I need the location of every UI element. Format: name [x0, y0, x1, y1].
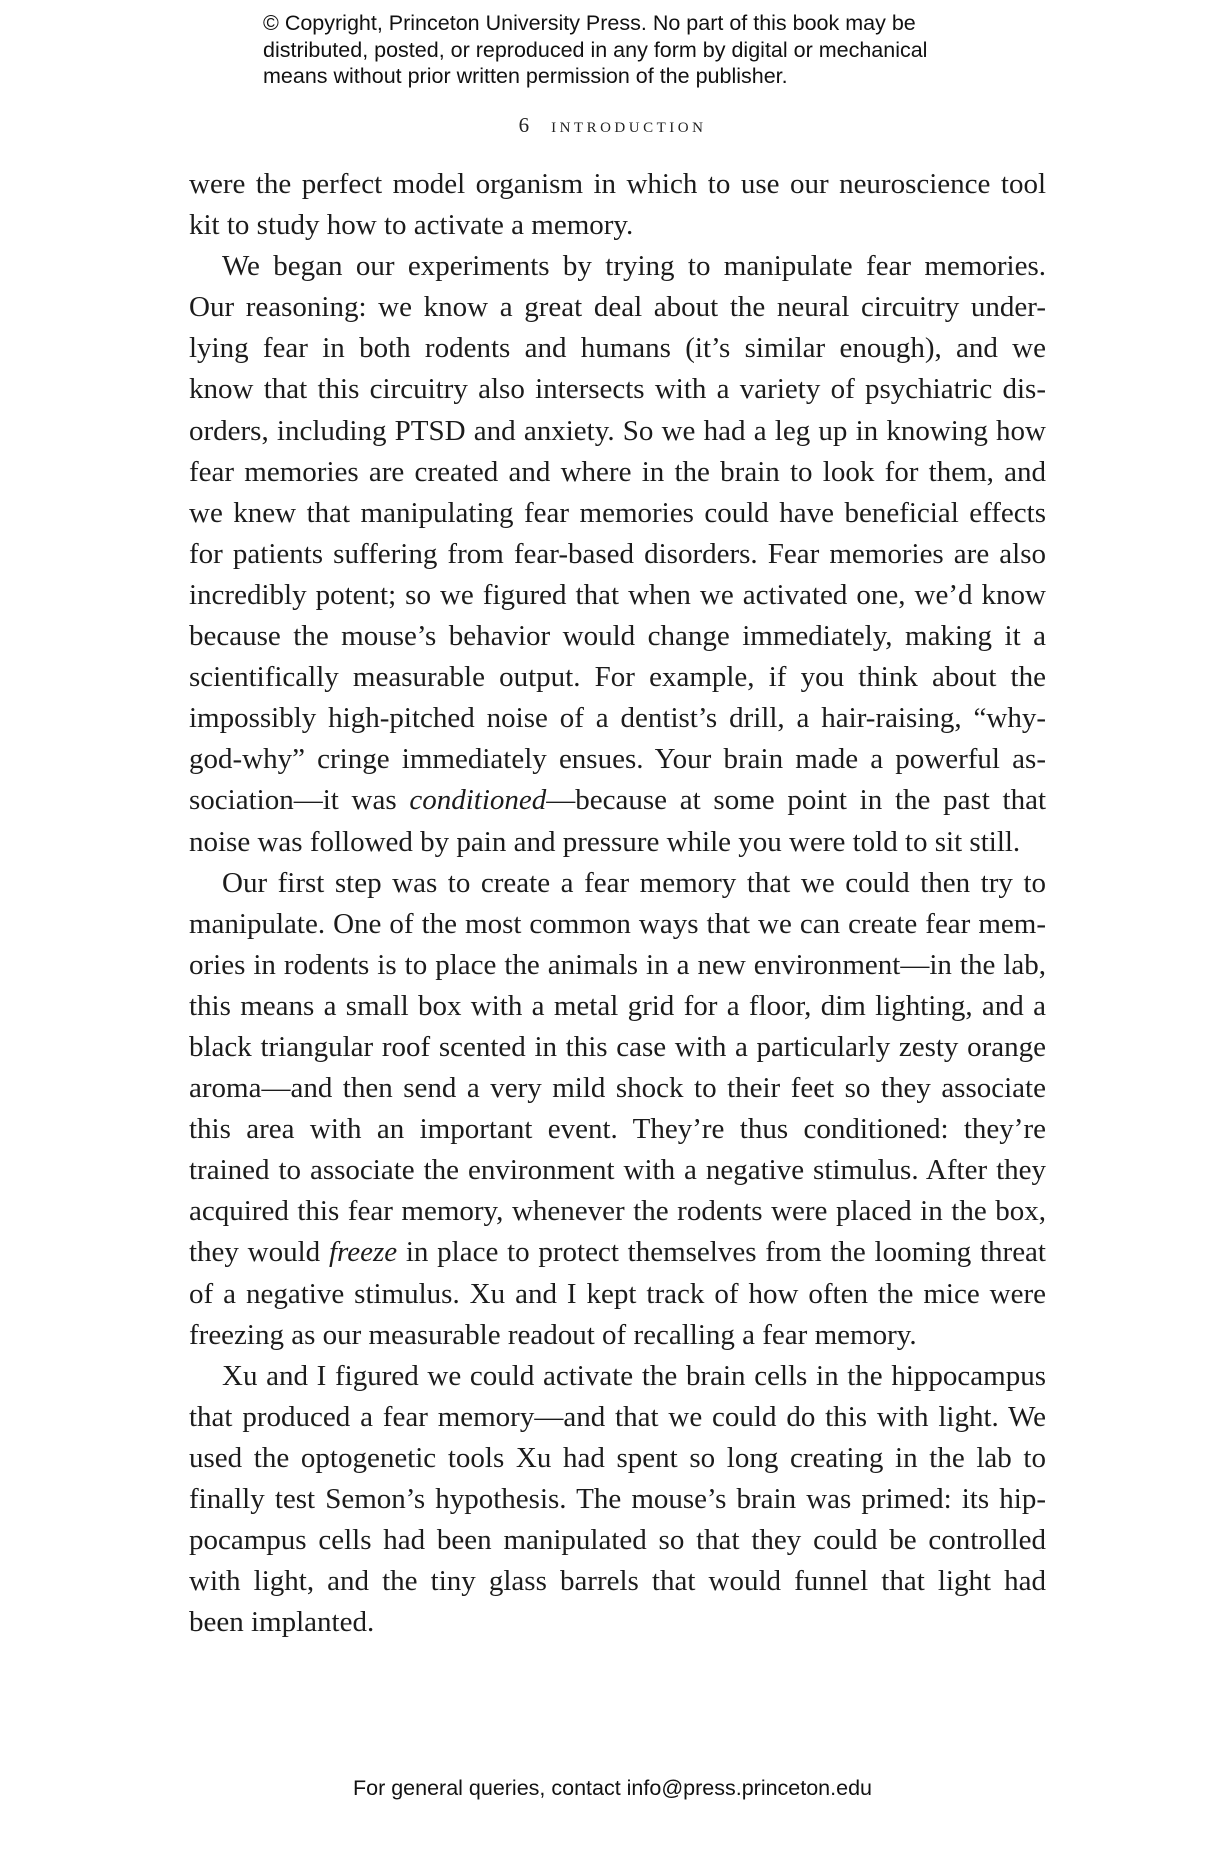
text-line: fear memories are created and where in the brain to look for them, and — [189, 455, 1046, 488]
text-line: we knew that manipulating fear memories could have beneficial effects — [189, 496, 1046, 529]
copyright-line: means without prior written permission of the publisher. — [263, 64, 788, 88]
text-line: this area with an important event. They’re thus conditioned: they’re — [189, 1113, 1046, 1146]
text-line: freezing as our measurable readout of recalling a fear memory. — [189, 1318, 917, 1351]
text-line: Our first step was to create a fear memory that we could then try to — [222, 866, 1046, 899]
text-line: were the perfect model organism in which to use our neuroscience tool — [189, 168, 1046, 200]
chapter-title: introduction — [551, 112, 707, 137]
text-line: Our reasoning: we know a great deal about the neural circuitry under- — [189, 291, 1046, 324]
text-line: We began our experiments by trying to manipulate fear memories. — [222, 250, 1046, 283]
page-number: 6 — [518, 113, 530, 137]
running-head — [0, 112, 1225, 138]
text-line: know that this circuitry also intersects with a variety of psychiatric dis- — [189, 373, 1046, 406]
text-line: orders, including PTSD and anxiety. So we had a leg up in knowing how — [189, 414, 1046, 447]
text-line: with light, and the tiny glass barrels that would funnel that light had — [189, 1565, 1046, 1598]
text-segment: in place to protect themselves from the looming threat — [397, 1236, 1046, 1269]
text-line: that produced a fear memory—and that we could do this with light. We — [189, 1400, 1046, 1433]
text-line: pocampus cells had been manipulated so that they could be controlled — [189, 1524, 1046, 1557]
text-line: scientifically measurable output. For example, if you think about the — [189, 661, 1046, 694]
text-line: aroma—and then send a very mild shock to their feet so they associate — [189, 1072, 1046, 1105]
text-line — [189, 1232, 1046, 1273]
text-segment: they would — [189, 1236, 329, 1269]
text-line: god-why” cringe immediately ensues. Your brain made a powerful as- — [189, 743, 1046, 776]
text-line: because the mouse’s behavior would change immediately, making it a — [189, 620, 1046, 653]
text-line: ories in rodents is to place the animals in a new environment—in the lab, — [189, 948, 1046, 981]
text-line: used the optogenetic tools Xu had spent so long creating in the lab to — [189, 1441, 1046, 1474]
text-line: manipulate. One of the most common ways that we can create fear mem- — [189, 907, 1046, 940]
text-line: finally test Semon’s hypothesis. The mouse’s brain was primed: its hip- — [189, 1483, 1046, 1515]
text-line: this means a small box with a metal grid for a floor, dim lighting, and a — [189, 989, 1046, 1022]
text-line: incredibly potent; so we figured that when we activated one, we’d know — [189, 578, 1046, 611]
text-segment: —because at some point in the past that — [546, 784, 1047, 817]
text-line: of a negative stimulus. Xu and I kept track of how often the mice were — [189, 1277, 1046, 1310]
copyright-line: distributed, posted, or reproduced in any form by digital or mechanical — [263, 37, 928, 62]
text-line: Xu and I figured we could activate the brain cells in the hippocampus — [222, 1359, 1046, 1392]
italic-word: conditioned — [409, 784, 547, 817]
text-line: noise was followed by pain and pressure while you were told to sit still. — [189, 825, 1021, 858]
copyright-notice — [263, 10, 1023, 90]
text-line: for patients suffering from fear-based disorders. Fear memories are also — [189, 537, 1046, 570]
text-line: black triangular roof scented in this case with a particularly zesty orange — [189, 1030, 1046, 1063]
text-line: been implanted. — [189, 1606, 375, 1639]
text-line: trained to associate the environment with a negative stimulus. After they — [189, 1154, 1046, 1187]
body-text — [189, 164, 1046, 1643]
text-segment: sociation—it was — [189, 784, 410, 817]
text-line: acquired this fear memory, whenever the rodents were placed in the box, — [189, 1195, 1046, 1228]
footer-contact: For general queries, contact info@press.princeton.edu — [352, 1776, 872, 1800]
copyright-line: © Copyright, Princeton University Press. No part of this book may be — [263, 11, 916, 35]
text-line: kit to study how to activate a memory. — [189, 209, 634, 242]
italic-word: freeze — [328, 1236, 398, 1269]
text-line: lying fear in both rodents and humans (it’s similar enough), and we — [189, 332, 1046, 365]
text-line — [189, 780, 1046, 821]
text-line: impossibly high-pitched noise of a dentist’s drill, a hair-raising, “why- — [189, 702, 1046, 735]
